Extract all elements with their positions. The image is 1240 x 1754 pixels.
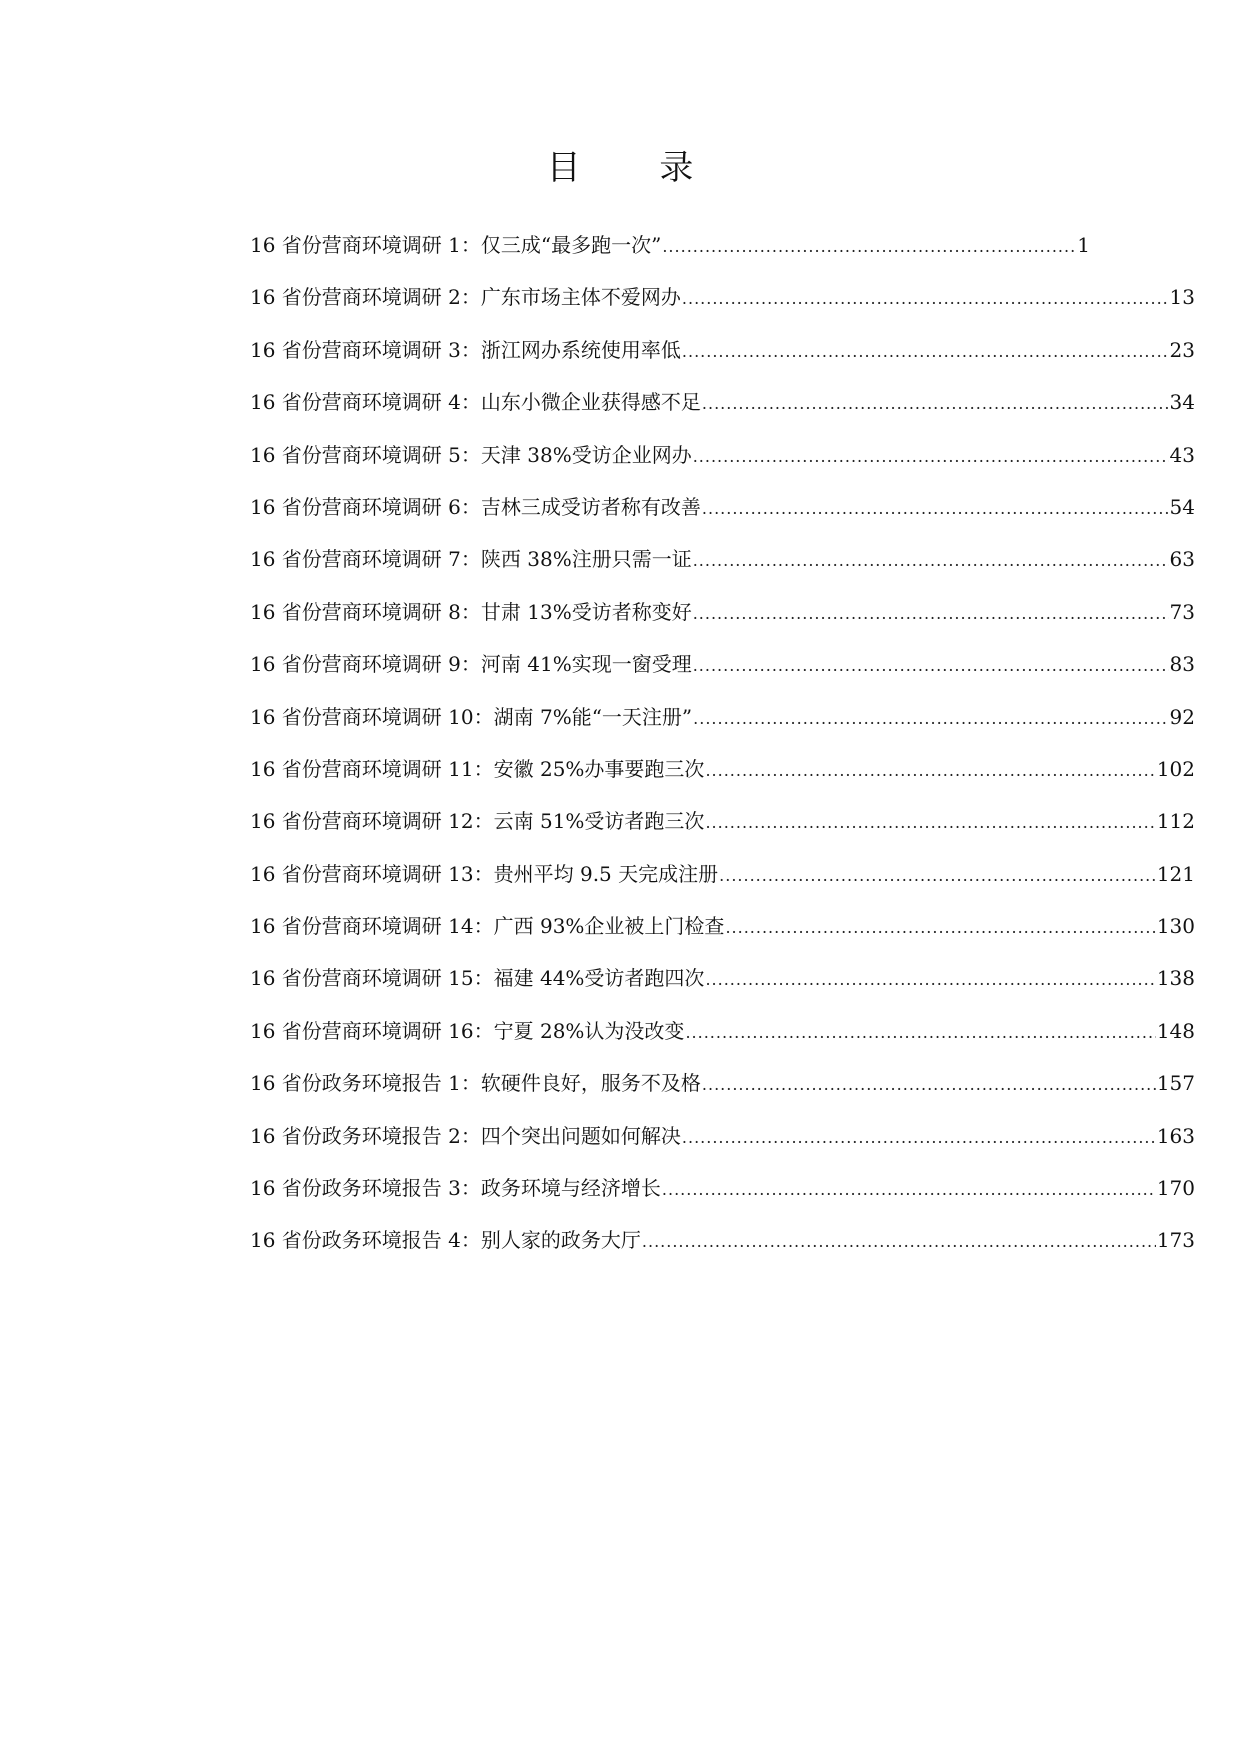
toc-entry-title: 16 省份营商环境调研 1：仅三成“最多跑一次”: [250, 233, 662, 257]
toc-entry-page: 63: [1169, 547, 1195, 572]
toc-entry[interactable]: [250, 963, 1195, 1015]
toc-entry[interactable]: [250, 649, 1195, 701]
toc-entry[interactable]: [250, 597, 1195, 649]
toc-leader: [662, 1175, 1156, 1205]
toc-entry-page: 13: [1169, 285, 1195, 310]
toc-entry-page: 54: [1169, 494, 1195, 519]
toc-entry-title: 16 省份营商环境调研 6：吉林三成受访者称有改善: [250, 494, 701, 519]
toc-entry-title: 16 省份营商环境调研 15：福建 44%受访者跑四次: [250, 966, 705, 991]
toc-entry-title: 16 省份营商环境调研 11：安徽 25%办事要跑三次: [250, 756, 705, 781]
toc-entry[interactable]: [250, 440, 1195, 492]
toc-entry-page: 34: [1169, 390, 1195, 415]
toc-entry[interactable]: [250, 859, 1195, 911]
toc-leader: [702, 1070, 1156, 1100]
toc-entry[interactable]: [250, 806, 1195, 858]
toc-entry-page: 102: [1156, 756, 1195, 781]
toc-entry[interactable]: [250, 282, 1195, 334]
toc-leader: [693, 546, 1169, 576]
toc-entry[interactable]: [250, 335, 1195, 387]
toc-entry-title: 16 省份营商环境调研 12：云南 51%受访者跑三次: [250, 809, 705, 834]
toc-leader: [705, 808, 1155, 838]
toc-leader: [682, 337, 1169, 367]
toc-entry[interactable]: [250, 702, 1195, 754]
toc-entry-page: 112: [1156, 809, 1195, 834]
toc-leader: [693, 704, 1168, 734]
toc-entry[interactable]: [250, 1173, 1195, 1225]
toc-entry-page: 170: [1156, 1176, 1195, 1201]
toc-leader: [642, 1227, 1156, 1257]
toc-leader: [662, 232, 1076, 262]
table-of-contents: [250, 230, 1195, 1278]
toc-entry-page: 83: [1169, 652, 1195, 677]
toc-leader: [702, 389, 1169, 419]
toc-entry[interactable]: [250, 1016, 1195, 1068]
toc-entry-page: 130: [1156, 914, 1195, 939]
toc-entry-page: 121: [1156, 861, 1195, 886]
toc-leader: [682, 284, 1169, 314]
toc-entry-page: 1: [1077, 233, 1090, 257]
toc-entry-page: 163: [1156, 1123, 1195, 1148]
toc-entry[interactable]: [250, 1068, 1195, 1120]
toc-entry-title: 16 省份营商环境调研 16：宁夏 28%认为没改变: [250, 1018, 685, 1043]
toc-entry-title: 16 省份营商环境调研 5：天津 38%受访企业网办: [250, 442, 692, 467]
toc-entry-title: 16 省份营商环境调研 9：河南 41%实现一窗受理: [250, 652, 692, 677]
toc-entry-title: 16 省份营商环境调研 10：湖南 7%能“一天注册”: [250, 704, 693, 729]
toc-entry-title: 16 省份政务环境报告 2：四个突出问题如何解决: [250, 1123, 681, 1148]
toc-entry-page: 138: [1156, 966, 1195, 991]
toc-entry-title: 16 省份营商环境调研 8：甘肃 13%受访者称变好: [250, 599, 692, 624]
toc-entry-title: 16 省份营商环境调研 7：陕西 38%注册只需一证: [250, 547, 692, 572]
toc-entry-title: 16 省份营商环境调研 2：广东市场主体不爱网办: [250, 285, 681, 310]
toc-entry[interactable]: [250, 754, 1195, 806]
page-title: 目 录: [546, 148, 728, 188]
toc-leader: [705, 756, 1155, 786]
toc-entry[interactable]: [250, 492, 1195, 544]
toc-leader: [725, 913, 1155, 943]
toc-entry[interactable]: [250, 911, 1195, 963]
toc-entry[interactable]: [250, 544, 1195, 596]
toc-entry[interactable]: [250, 387, 1195, 439]
toc-entry[interactable]: [250, 1121, 1195, 1173]
toc-entry-page: 92: [1169, 704, 1195, 729]
toc-leader: [702, 494, 1169, 524]
toc-leader: [693, 651, 1169, 681]
toc-entry-title: 16 省份营商环境调研 3：浙江网办系统使用率低: [250, 337, 681, 362]
toc-leader: [682, 1123, 1156, 1153]
toc-entry-title: 16 省份营商环境调研 13：贵州平均 9.5 天完成注册: [250, 861, 719, 886]
toc-entry-page: 73: [1169, 599, 1195, 624]
toc-entry-title: 16 省份政务环境报告 4：别人家的政务大厅: [250, 1228, 641, 1253]
toc-leader: [685, 1018, 1155, 1048]
toc-entry-page: 173: [1156, 1228, 1195, 1253]
toc-entry-title: 16 省份营商环境调研 4：山东小微企业获得感不足: [250, 390, 701, 415]
toc-entry-title: 16 省份政务环境报告 1：软硬件良好，服务不及格: [250, 1071, 701, 1096]
toc-entry[interactable]: [250, 1225, 1195, 1277]
toc-entry-title: 16 省份政务环境报告 3：政务环境与经济增长: [250, 1176, 661, 1201]
toc-leader: [693, 599, 1169, 629]
toc-leader: [719, 861, 1156, 891]
toc-entry[interactable]: [250, 230, 1090, 282]
toc-entry-page: 23: [1169, 337, 1195, 362]
toc-leader: [705, 965, 1155, 995]
toc-entry-page: 148: [1156, 1018, 1195, 1043]
toc-entry-title: 16 省份营商环境调研 14：广西 93%企业被上门检查: [250, 914, 725, 939]
toc-entry-page: 43: [1169, 442, 1195, 467]
toc-entry-page: 157: [1156, 1071, 1195, 1096]
toc-leader: [693, 442, 1169, 472]
